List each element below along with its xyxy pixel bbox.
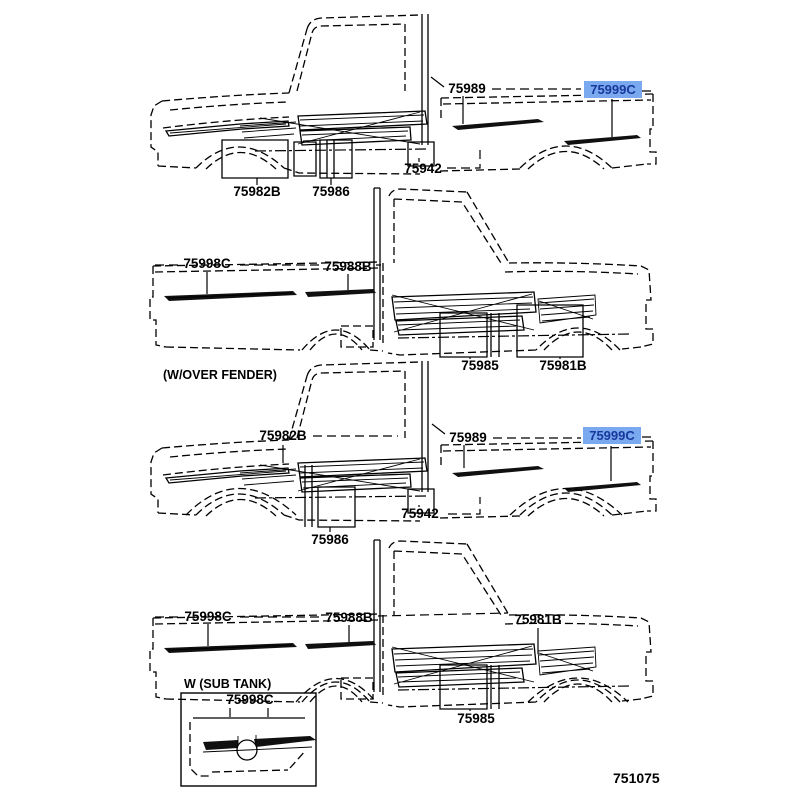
part-label-75999C-truck3-highlighted[interactable]: 75999C [583,427,641,444]
truck-second-drawing [150,188,653,359]
part-label-75988B-truck4[interactable]: 75988B [325,610,373,625]
part-label-75982B-truck1[interactable]: 75982B [233,184,281,199]
part-label-75985-truck2[interactable]: 75985 [461,358,499,373]
part-label-75989-truck1[interactable]: 75989 [448,81,486,96]
part-label-75986-truck1[interactable]: 75986 [312,184,350,199]
sub-tank-title: W (SUB TANK) [184,677,272,691]
part-label-75942-truck1[interactable]: 75942 [404,161,442,176]
part-label-75989-truck3[interactable]: 75989 [449,430,487,445]
part-label-75998C-truck4[interactable]: 75998C [184,609,232,624]
part-label-75982B-truck3[interactable]: 75982B [259,428,307,443]
truck-top-drawing [151,14,656,185]
part-label-75981B-truck4[interactable]: 75981B [514,612,562,627]
figure-number: 751075 [613,770,660,786]
part-label-75986-truck3[interactable]: 75986 [311,532,349,547]
part-label-75981B-truck2[interactable]: 75981B [539,358,587,373]
part-label-75988B-truck2[interactable]: 75988B [324,259,372,274]
part-label-75942-truck3[interactable]: 75942 [401,506,439,521]
part-label-75998C-subtank-inset[interactable]: 75998C [226,692,274,707]
part-label-75998C-truck2[interactable]: 75998C [183,256,231,271]
part-label-75985-truck4[interactable]: 75985 [457,711,495,726]
over-fender-note: (W/OVER FENDER) [163,368,277,382]
part-label-75999C-truck1-highlighted[interactable]: 75999C [584,81,642,98]
